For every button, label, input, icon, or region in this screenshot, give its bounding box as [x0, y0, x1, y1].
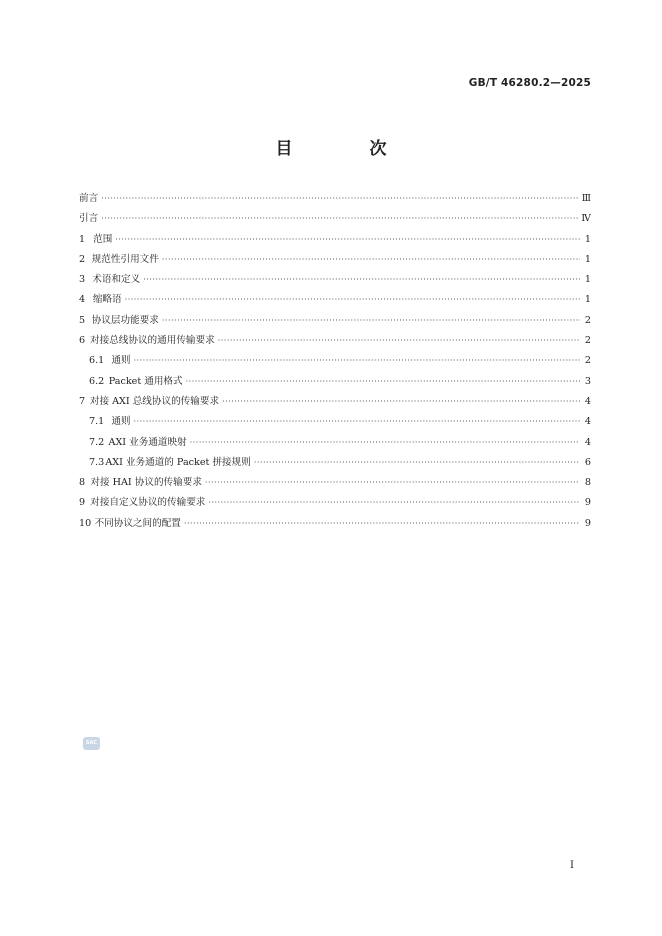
- toc-entry-page: 2: [584, 314, 591, 326]
- toc-entry-number: 8: [79, 477, 86, 489]
- toc-entry-label: 术语和定义: [92, 274, 141, 286]
- toc-entry[interactable]: [79, 290, 591, 310]
- toc-entry-label: 引言: [79, 213, 99, 225]
- toc-leader-dots: [101, 189, 579, 209]
- toc-entry-page: 1: [584, 274, 591, 286]
- toc-entry-page: 2: [584, 335, 591, 347]
- toc-entry-page: 3: [584, 375, 591, 387]
- toc-entry[interactable]: [79, 311, 591, 331]
- toc-entry-label: AXI 业务通道映射: [108, 436, 187, 448]
- toc-entry-number: 6.1: [89, 355, 105, 367]
- toc-entry-number: 1: [79, 233, 86, 245]
- toc-entry-page: 1: [584, 253, 591, 265]
- toc-entry-number: 5: [79, 314, 86, 326]
- toc-entry-label: Packet 通用格式: [108, 375, 183, 387]
- toc-leader-dots: [190, 433, 580, 453]
- toc-leader-dots: [115, 230, 580, 250]
- toc-entry-number: 7.1: [89, 416, 105, 428]
- toc-entry-number: 6: [79, 335, 86, 347]
- toc-entry-label: 对接总线协议的通用传输要求: [90, 335, 215, 347]
- table-of-contents: [79, 189, 591, 534]
- toc-entry-number: 4: [79, 294, 86, 306]
- toc-entry-label: 对接自定义协议的传输要求: [90, 497, 206, 509]
- toc-entry-page: 6: [584, 456, 591, 468]
- toc-leader-dots: [134, 412, 580, 432]
- toc-entry[interactable]: [79, 433, 591, 453]
- toc-leader-dots: [208, 493, 580, 513]
- toc-entry-label: 前言: [79, 193, 99, 204]
- toc-entry-number: 6.2: [89, 375, 105, 387]
- toc-entry-label: 通则: [111, 416, 131, 428]
- toc-entry-page: 1: [584, 294, 591, 306]
- toc-leader-dots: [184, 514, 580, 534]
- toc-entry-page: 1: [584, 233, 591, 245]
- toc-entry-label: 对接 AXI 总线协议的传输要求: [89, 395, 220, 407]
- toc-leader-dots: [222, 392, 580, 412]
- page-number: I: [570, 860, 574, 871]
- toc-leader-dots: [125, 290, 580, 310]
- toc-entry-number: 7.3: [89, 456, 105, 468]
- toc-entry[interactable]: [79, 493, 591, 513]
- toc-title: [0, 134, 662, 159]
- toc-title-text: 目 次: [275, 139, 417, 159]
- toc-entry-page: 2: [584, 355, 591, 367]
- toc-leader-dots: [186, 372, 580, 392]
- toc-entry-number: 9: [79, 497, 86, 509]
- toc-entry-page: 4: [584, 395, 591, 407]
- toc-entry-label: 协议层功能要求: [91, 314, 159, 326]
- toc-entry[interactable]: [79, 250, 591, 270]
- toc-entry[interactable]: [79, 209, 591, 229]
- toc-entry-page: 9: [584, 517, 591, 529]
- toc-entry-page: 9: [584, 497, 591, 509]
- toc-entry[interactable]: [79, 331, 591, 351]
- toc-entry-label: 规范性引用文件: [91, 253, 159, 265]
- toc-entry-page: 8: [584, 477, 591, 489]
- toc-leader-dots: [162, 311, 580, 331]
- toc-entry-number: 2: [79, 253, 86, 265]
- toc-leader-dots: [134, 351, 580, 371]
- toc-leader-dots: [162, 250, 580, 270]
- toc-entry[interactable]: [79, 351, 591, 371]
- sac-watermark-text: SAC: [85, 740, 98, 746]
- toc-entry-label: 通则: [111, 355, 131, 367]
- toc-entry[interactable]: [79, 189, 591, 209]
- toc-entry-page: Ⅳ: [581, 213, 591, 225]
- toc-entry-label: 缩略语: [92, 294, 122, 306]
- toc-entry-number: 10: [79, 517, 92, 529]
- toc-entry[interactable]: [79, 392, 591, 412]
- toc-leader-dots: [205, 473, 580, 493]
- toc-entry-number: 7.2: [89, 436, 105, 448]
- toc-entry-page: Ⅲ: [581, 193, 591, 204]
- toc-entry-number: 7: [79, 395, 86, 407]
- toc-entry-page: 4: [584, 436, 591, 448]
- toc-leader-dots: [254, 453, 580, 473]
- toc-entry[interactable]: [79, 473, 591, 493]
- toc-entry[interactable]: [79, 270, 591, 290]
- toc-entry-label: AXI 业务通道的 Packet 拼接规则: [105, 456, 251, 468]
- toc-leader-dots: [143, 270, 580, 290]
- toc-leader-dots: [101, 209, 578, 229]
- toc-entry-label: 不同协议之间的配置: [94, 517, 181, 529]
- toc-entry-label: 对接 HAI 协议的传输要求: [90, 477, 202, 489]
- sac-watermark-logo: [83, 737, 100, 750]
- toc-leader-dots: [218, 331, 580, 351]
- toc-entry[interactable]: [79, 230, 591, 250]
- toc-entry-label: 范围: [93, 233, 113, 245]
- toc-entry-number: 3: [79, 274, 86, 286]
- toc-entry[interactable]: [79, 372, 591, 392]
- toc-entry[interactable]: [79, 453, 591, 473]
- toc-entry[interactable]: [79, 514, 591, 534]
- standard-code: GB/T 46280.2—2025: [468, 77, 591, 89]
- toc-entry[interactable]: [79, 412, 591, 432]
- toc-entry-page: 4: [584, 416, 591, 428]
